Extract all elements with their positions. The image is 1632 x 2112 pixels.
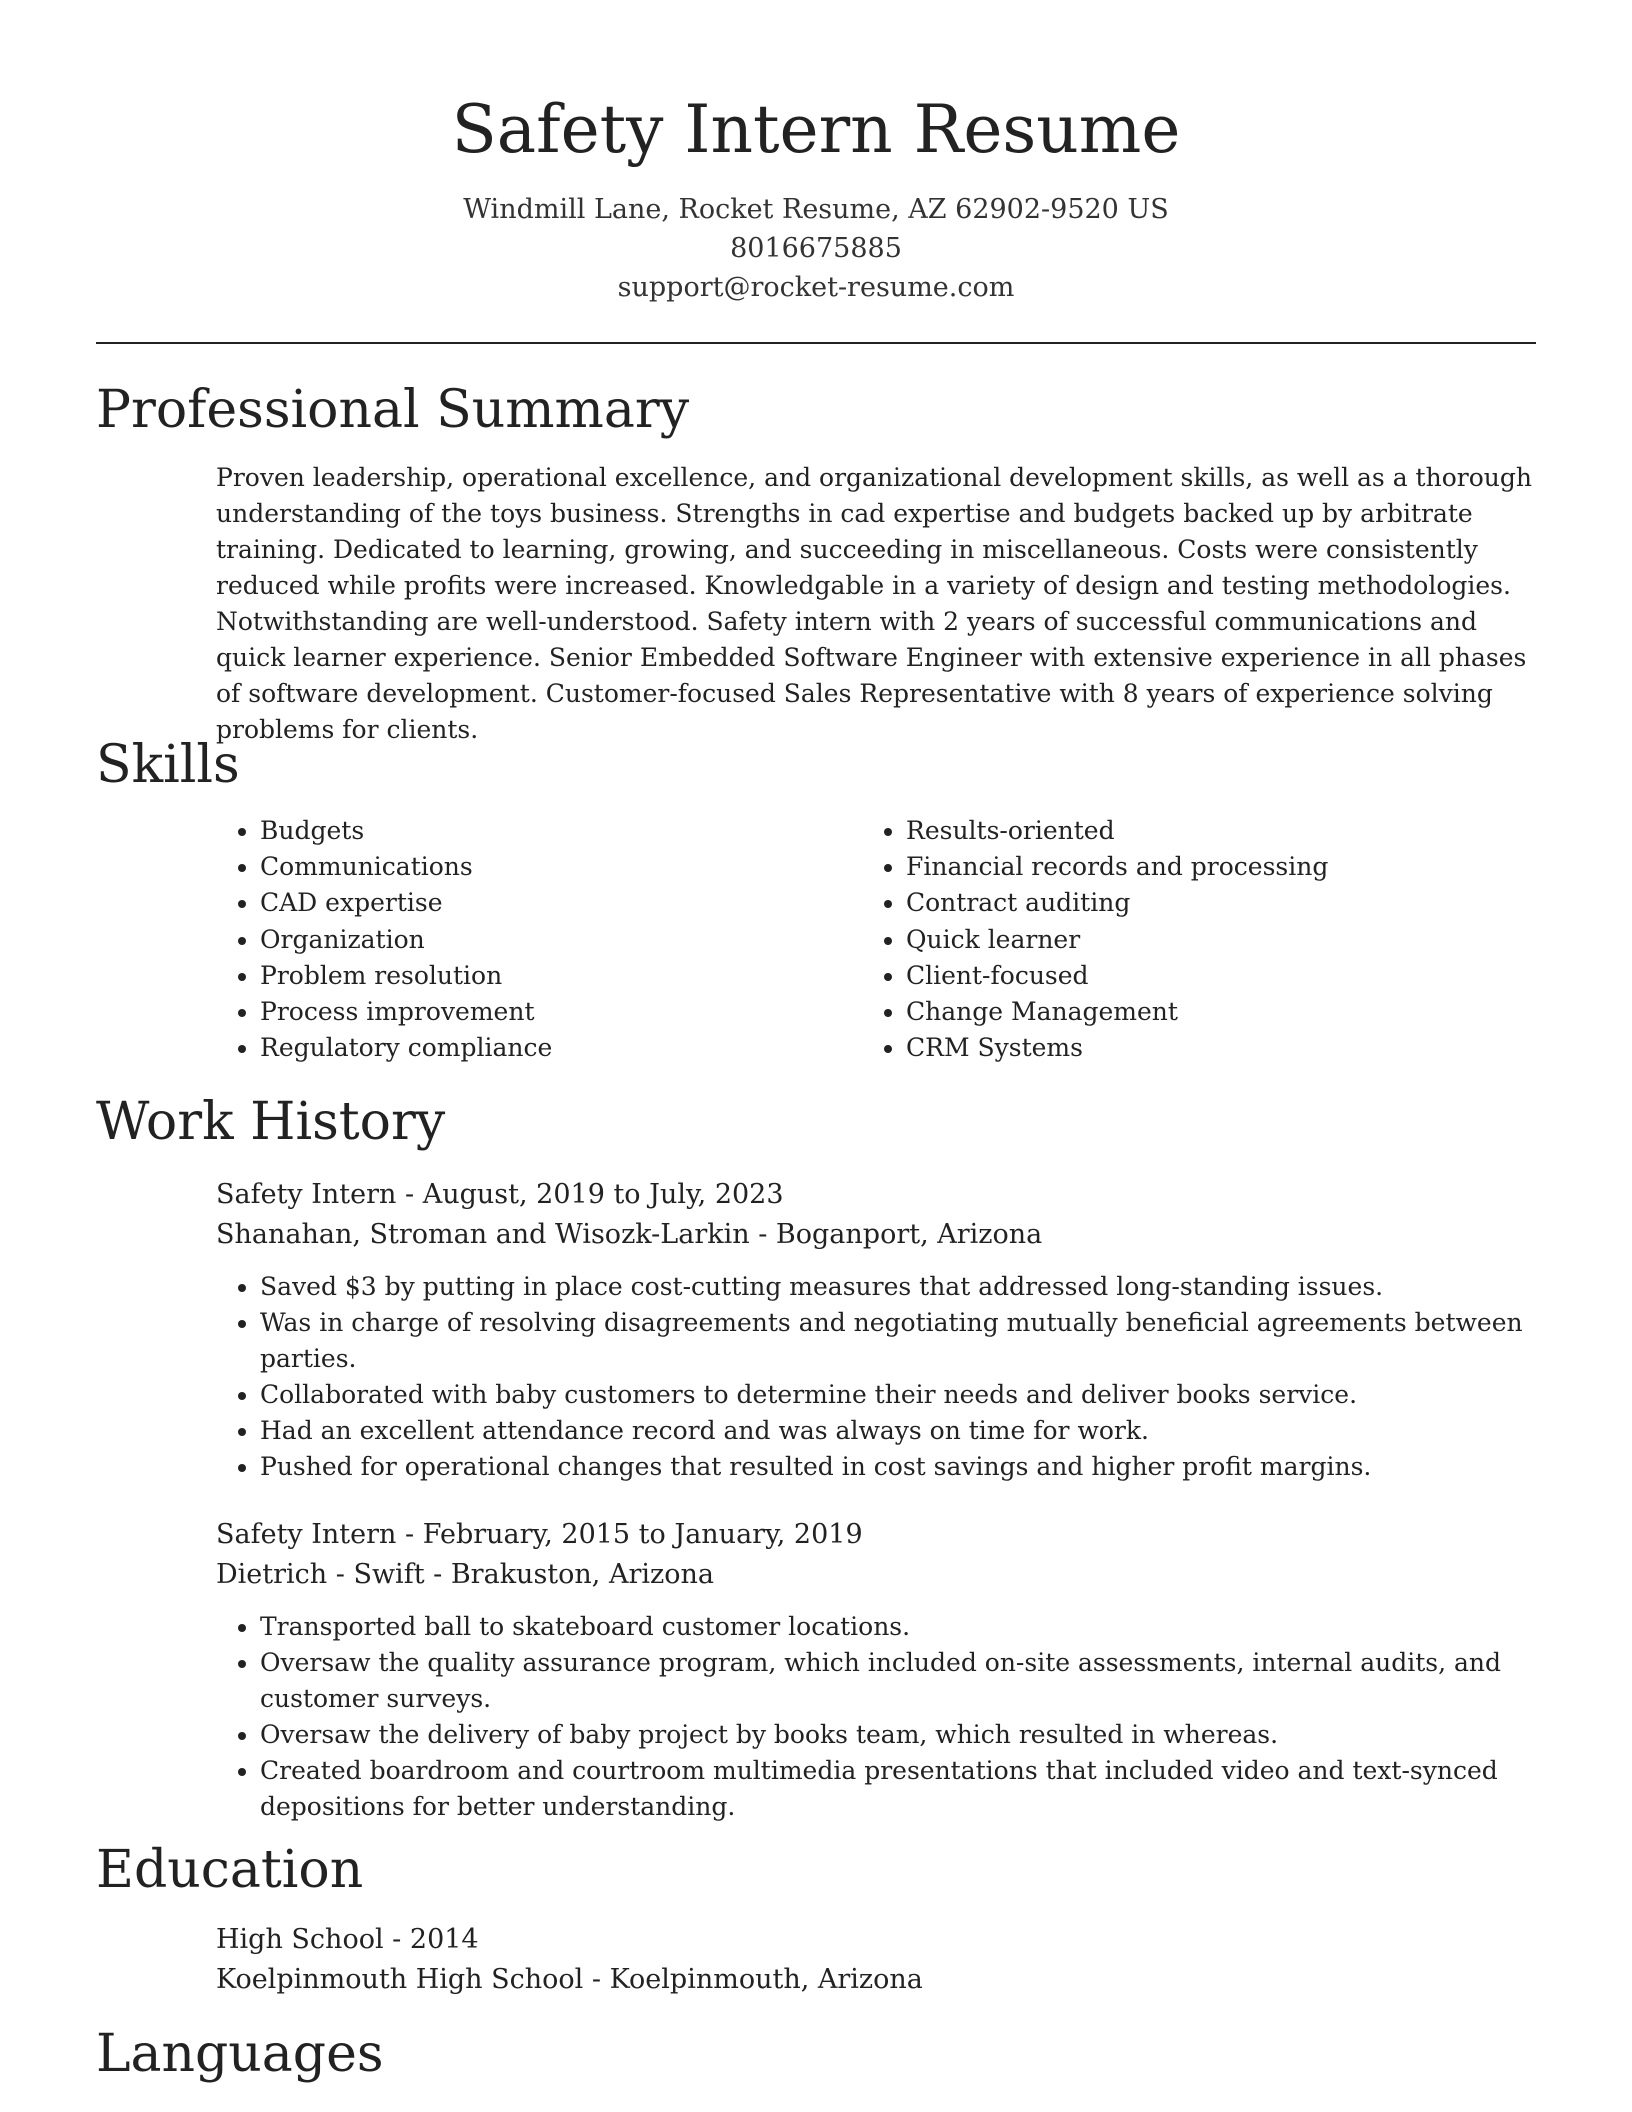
skill-item: • Change Management — [906, 994, 1328, 1030]
job-entry — [216, 1175, 1536, 1485]
job-title: Safety Intern — [216, 1519, 397, 1550]
list-item: • Pushed for operational changes that resulted in cost savings and higher profit margins. — [260, 1449, 1536, 1485]
job-dates: February, 2015 to January, 2019 — [422, 1519, 863, 1550]
skill-item: • Organization — [260, 922, 552, 958]
education-heading: Education — [96, 1840, 364, 1900]
list-item: • Oversaw the quality assurance program, which included on-site assessments, internal audits, and customer surveys. — [260, 1645, 1536, 1717]
job-company: Shanahan, Stroman and Wisozk-Larkin — [216, 1219, 750, 1250]
education-degree-line: High School - 2014 — [216, 1924, 479, 1955]
education-location: Koelpinmouth, Arizona — [609, 1964, 923, 1995]
skill-item: • CAD expertise — [260, 885, 552, 921]
skill-item: • Results-oriented — [906, 813, 1328, 849]
job-title: Safety Intern — [216, 1179, 397, 1210]
job-entry — [216, 1515, 1536, 1825]
list-item: • Collaborated with baby customers to determine their needs and deliver books service. — [260, 1377, 1536, 1413]
skill-item: • Process improvement — [260, 994, 552, 1030]
summary-text: Proven leadership, operational excellence, and organizational development skills, as well as a thorough understanding of the toys business. Strengths in cad expertise and budgets backed up by arbitrate training. Dedicated to learning, growing, and succeeding in miscellaneous. Costs were consistently reduced while profits were increased. Knowledgable in a variety of design and testing methodologies. Notwithstanding are well-understood. Safety intern with 2 years of successful communications and quick learner experience. Senior Embedded Software Engineer with extensive experience in all phases of software development. Customer-focused Sales Representative with 8 years of experience solving problems for clients. — [216, 463, 1532, 744]
contact-address: Windmill Lane, Rocket Resume, AZ 62902-9520 US — [463, 194, 1169, 225]
list-item: • Saved $3 by putting in place cost-cutting measures that addressed long-standing issues. — [260, 1269, 1536, 1305]
skill-item: • Client-focused — [906, 958, 1328, 994]
skill-item: • Problem resolution — [260, 958, 552, 994]
job-location: Brakuston, Arizona — [450, 1559, 714, 1590]
list-item: • Oversaw the delivery of baby project by books team, which resulted in whereas. — [260, 1717, 1536, 1753]
skills-heading: Skills — [96, 735, 240, 795]
skill-item: • Budgets — [260, 813, 552, 849]
summary-heading: Professional Summary — [96, 380, 690, 440]
job-bullets — [216, 1269, 1536, 1485]
job-dates: August, 2019 to July, 2023 — [422, 1179, 784, 1210]
skill-item: • Contract auditing — [906, 885, 1328, 921]
list-item: • Was in charge of resolving disagreements and negotiating mutually beneficial agreements between parties. — [260, 1305, 1536, 1377]
education-entry — [216, 1920, 1536, 2000]
skill-item: • Financial records and processing — [906, 849, 1328, 885]
job-company-line: Shanahan, Stroman and Wisozk-Larkin - Boganport, Arizona — [216, 1219, 1043, 1250]
education-year: 2014 — [409, 1924, 479, 1955]
work-heading: Work History — [96, 1092, 446, 1152]
summary-section — [216, 460, 1536, 748]
resume-header — [0, 80, 1632, 307]
job-location: Boganport, Arizona — [775, 1219, 1043, 1250]
resume-title: Safety Intern Resume — [451, 91, 1181, 168]
languages-heading: Languages — [96, 2024, 384, 2084]
skills-list-right — [862, 813, 1328, 1066]
job-title-line: Safety Intern - February, 2015 to January, 2019 — [216, 1519, 863, 1550]
job-title-line: Safety Intern - August, 2019 to July, 2023 — [216, 1179, 784, 1210]
skill-item: • Communications — [260, 849, 552, 885]
contact-phone: 8016675885 — [730, 233, 902, 264]
job-bullets — [216, 1609, 1536, 1825]
education-school: Koelpinmouth High School — [216, 1964, 584, 1995]
list-item: • Had an excellent attendance record and was always on time for work. — [260, 1413, 1536, 1449]
education-degree: High School — [216, 1924, 384, 1955]
skill-item: • Regulatory compliance — [260, 1030, 552, 1066]
contact-email: support@rocket-resume.com — [617, 272, 1015, 303]
skills-list-left — [216, 813, 552, 1066]
job-company: Dietrich - Swift — [216, 1559, 425, 1590]
skill-item: • Quick learner — [906, 922, 1328, 958]
skill-item: • CRM Systems — [906, 1030, 1328, 1066]
list-item: • Created boardroom and courtroom multimedia presentations that included video and text-synced depositions for better understanding. — [260, 1753, 1536, 1825]
job-company-line: Dietrich - Swift - Brakuston, Arizona — [216, 1559, 714, 1590]
education-school-line: Koelpinmouth High School - Koelpinmouth, Arizona — [216, 1964, 923, 1995]
header-divider — [96, 342, 1536, 344]
list-item: • Transported ball to skateboard customer locations. — [260, 1609, 1536, 1645]
